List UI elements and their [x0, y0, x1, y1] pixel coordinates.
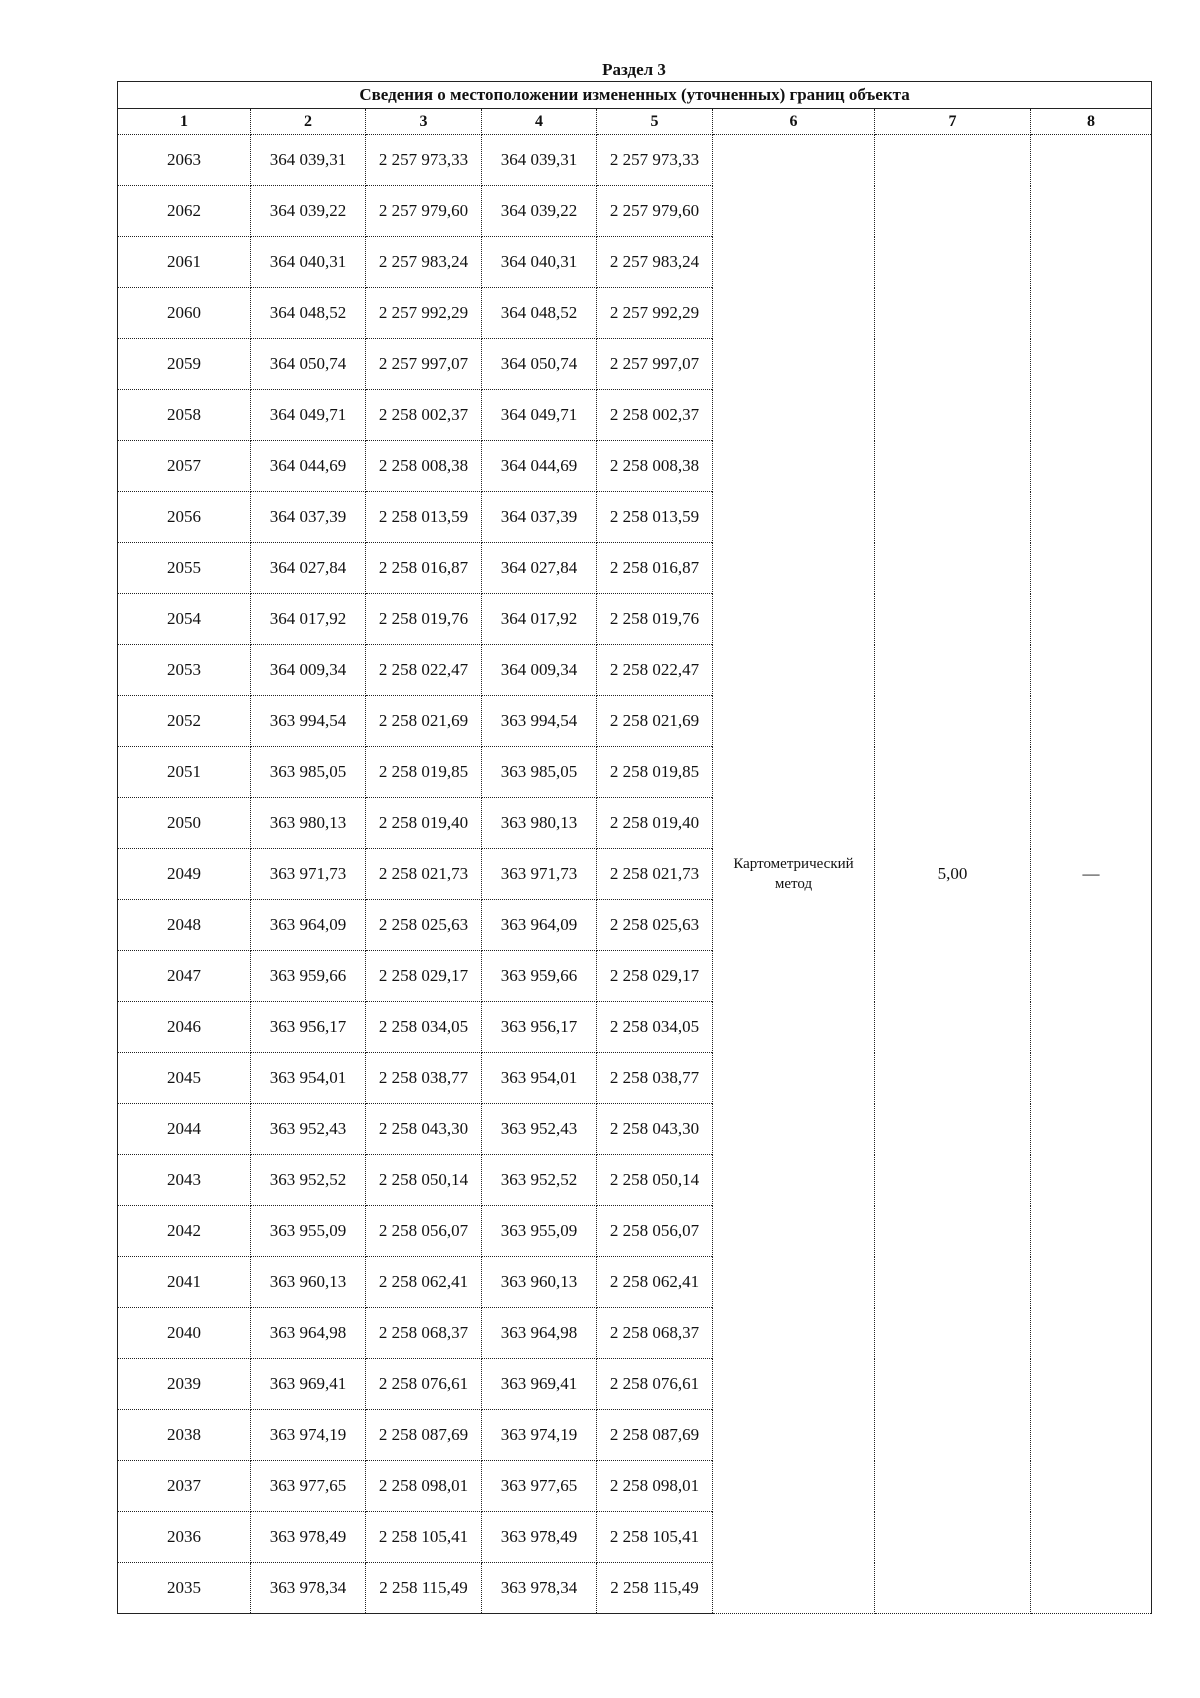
new-y: 2 258 016,87: [597, 543, 713, 594]
point-number: 2044: [118, 1104, 251, 1155]
new-x: 364 017,92: [482, 594, 597, 645]
boundary-coordinates-table: [117, 81, 1152, 1614]
new-y: 2 258 002,37: [597, 390, 713, 441]
new-y: 2 258 068,37: [597, 1308, 713, 1359]
old-x: 363 980,13: [251, 798, 366, 849]
new-y: 2 258 019,76: [597, 594, 713, 645]
old-y: 2 257 983,24: [366, 237, 482, 288]
new-y: 2 258 076,61: [597, 1359, 713, 1410]
column-number: 6: [713, 109, 875, 135]
point-number: 2061: [118, 237, 251, 288]
old-x: 363 971,73: [251, 849, 366, 900]
point-number: 2059: [118, 339, 251, 390]
table-caption: Сведения о местоположении измененных (уточненных) границ объекта: [118, 82, 1152, 109]
point-number: 2041: [118, 1257, 251, 1308]
point-number: 2063: [118, 135, 251, 186]
new-x: 363 977,65: [482, 1461, 597, 1512]
old-y: 2 258 021,69: [366, 696, 482, 747]
new-y: 2 257 973,33: [597, 135, 713, 186]
old-x: 363 954,01: [251, 1053, 366, 1104]
old-x: 364 050,74: [251, 339, 366, 390]
point-number: 2055: [118, 543, 251, 594]
old-x: 363 978,49: [251, 1512, 366, 1563]
old-y: 2 258 008,38: [366, 441, 482, 492]
old-x: 363 994,54: [251, 696, 366, 747]
new-y: 2 258 038,77: [597, 1053, 713, 1104]
point-number: 2051: [118, 747, 251, 798]
old-x: 364 048,52: [251, 288, 366, 339]
new-y: 2 257 983,24: [597, 237, 713, 288]
old-x: 364 037,39: [251, 492, 366, 543]
new-x: 363 994,54: [482, 696, 597, 747]
old-x: 363 956,17: [251, 1002, 366, 1053]
old-y: 2 258 038,77: [366, 1053, 482, 1104]
point-number: 2062: [118, 186, 251, 237]
new-y: 2 258 050,14: [597, 1155, 713, 1206]
new-x: 363 985,05: [482, 747, 597, 798]
new-x: 363 956,17: [482, 1002, 597, 1053]
new-x: 363 978,49: [482, 1512, 597, 1563]
point-number: 2052: [118, 696, 251, 747]
new-x: 363 952,43: [482, 1104, 597, 1155]
old-x: 363 969,41: [251, 1359, 366, 1410]
point-number: 2060: [118, 288, 251, 339]
old-y: 2 258 022,47: [366, 645, 482, 696]
column-number: 8: [1031, 109, 1152, 135]
point-number: 2057: [118, 441, 251, 492]
old-y: 2 258 056,07: [366, 1206, 482, 1257]
new-y: 2 258 021,73: [597, 849, 713, 900]
new-x: 364 039,31: [482, 135, 597, 186]
old-y: 2 258 019,85: [366, 747, 482, 798]
old-x: 363 955,09: [251, 1206, 366, 1257]
column-number: 7: [875, 109, 1031, 135]
point-number: 2045: [118, 1053, 251, 1104]
column-number: 2: [251, 109, 366, 135]
old-x: 364 039,31: [251, 135, 366, 186]
point-number: 2053: [118, 645, 251, 696]
point-number: 2050: [118, 798, 251, 849]
new-x: 363 954,01: [482, 1053, 597, 1104]
new-x: 364 050,74: [482, 339, 597, 390]
point-number: 2037: [118, 1461, 251, 1512]
new-y: 2 258 034,05: [597, 1002, 713, 1053]
old-y: 2 258 050,14: [366, 1155, 482, 1206]
accuracy-cell: 5,00: [875, 135, 1031, 1614]
old-x: 364 049,71: [251, 390, 366, 441]
new-x: 364 027,84: [482, 543, 597, 594]
old-x: 364 009,34: [251, 645, 366, 696]
new-x: 364 048,52: [482, 288, 597, 339]
old-y: 2 258 025,63: [366, 900, 482, 951]
old-y: 2 258 076,61: [366, 1359, 482, 1410]
new-x: 363 959,66: [482, 951, 597, 1002]
old-y: 2 258 002,37: [366, 390, 482, 441]
method-cell: Картометрический метод: [713, 135, 875, 1614]
new-y: 2 258 062,41: [597, 1257, 713, 1308]
new-y: 2 258 105,41: [597, 1512, 713, 1563]
new-x: 363 960,13: [482, 1257, 597, 1308]
point-number: 2036: [118, 1512, 251, 1563]
new-x: 363 971,73: [482, 849, 597, 900]
old-x: 364 044,69: [251, 441, 366, 492]
point-number: 2046: [118, 1002, 251, 1053]
old-y: 2 258 062,41: [366, 1257, 482, 1308]
new-y: 2 258 022,47: [597, 645, 713, 696]
point-number: 2047: [118, 951, 251, 1002]
new-x: 364 049,71: [482, 390, 597, 441]
new-x: 364 039,22: [482, 186, 597, 237]
old-y: 2 258 034,05: [366, 1002, 482, 1053]
new-y: 2 257 992,29: [597, 288, 713, 339]
old-x: 363 977,65: [251, 1461, 366, 1512]
point-number: 2038: [118, 1410, 251, 1461]
old-y: 2 257 979,60: [366, 186, 482, 237]
old-x: 363 985,05: [251, 747, 366, 798]
old-y: 2 258 098,01: [366, 1461, 482, 1512]
point-number: 2039: [118, 1359, 251, 1410]
point-number: 2048: [118, 900, 251, 951]
old-x: 363 964,98: [251, 1308, 366, 1359]
new-x: 363 969,41: [482, 1359, 597, 1410]
new-x: 364 037,39: [482, 492, 597, 543]
section-title: Раздел 3: [602, 60, 666, 79]
new-y: 2 258 025,63: [597, 900, 713, 951]
point-number: 2040: [118, 1308, 251, 1359]
column-number: 5: [597, 109, 713, 135]
old-y: 2 258 068,37: [366, 1308, 482, 1359]
new-y: 2 258 056,07: [597, 1206, 713, 1257]
new-y: 2 257 979,60: [597, 186, 713, 237]
point-number: 2058: [118, 390, 251, 441]
new-x: 363 980,13: [482, 798, 597, 849]
new-y: 2 258 008,38: [597, 441, 713, 492]
point-number: 2035: [118, 1563, 251, 1614]
new-x: 363 952,52: [482, 1155, 597, 1206]
old-y: 2 258 013,59: [366, 492, 482, 543]
old-y: 2 258 087,69: [366, 1410, 482, 1461]
new-y: 2 258 115,49: [597, 1563, 713, 1614]
old-y: 2 258 043,30: [366, 1104, 482, 1155]
point-number: 2056: [118, 492, 251, 543]
new-x: 363 974,19: [482, 1410, 597, 1461]
table-row: [118, 135, 1152, 186]
old-x: 364 039,22: [251, 186, 366, 237]
column-number: 1: [118, 109, 251, 135]
new-x: 364 044,69: [482, 441, 597, 492]
new-y: 2 258 098,01: [597, 1461, 713, 1512]
old-y: 2 257 997,07: [366, 339, 482, 390]
column-number-row: [118, 109, 1152, 135]
column-number: 4: [482, 109, 597, 135]
old-x: 364 027,84: [251, 543, 366, 594]
new-y: 2 258 043,30: [597, 1104, 713, 1155]
new-x: 363 955,09: [482, 1206, 597, 1257]
new-x: 363 978,34: [482, 1563, 597, 1614]
old-x: 363 974,19: [251, 1410, 366, 1461]
old-y: 2 258 019,76: [366, 594, 482, 645]
old-y: 2 258 115,49: [366, 1563, 482, 1614]
point-number: 2043: [118, 1155, 251, 1206]
new-x: 363 964,09: [482, 900, 597, 951]
new-y: 2 258 087,69: [597, 1410, 713, 1461]
old-y: 2 257 973,33: [366, 135, 482, 186]
old-x: 363 959,66: [251, 951, 366, 1002]
new-x: 364 040,31: [482, 237, 597, 288]
old-y: 2 258 019,40: [366, 798, 482, 849]
old-y: 2 258 016,87: [366, 543, 482, 594]
old-x: 363 978,34: [251, 1563, 366, 1614]
new-x: 364 009,34: [482, 645, 597, 696]
old-y: 2 258 105,41: [366, 1512, 482, 1563]
old-x: 363 960,13: [251, 1257, 366, 1308]
old-y: 2 258 029,17: [366, 951, 482, 1002]
new-y: 2 257 997,07: [597, 339, 713, 390]
old-x: 364 017,92: [251, 594, 366, 645]
old-x: 363 964,09: [251, 900, 366, 951]
point-number: 2054: [118, 594, 251, 645]
old-y: 2 257 992,29: [366, 288, 482, 339]
column-number: 3: [366, 109, 482, 135]
point-number: 2049: [118, 849, 251, 900]
new-y: 2 258 029,17: [597, 951, 713, 1002]
new-y: 2 258 013,59: [597, 492, 713, 543]
description-cell: —: [1031, 135, 1152, 1614]
old-x: 363 952,52: [251, 1155, 366, 1206]
new-y: 2 258 019,40: [597, 798, 713, 849]
old-x: 363 952,43: [251, 1104, 366, 1155]
old-y: 2 258 021,73: [366, 849, 482, 900]
new-y: 2 258 021,69: [597, 696, 713, 747]
new-y: 2 258 019,85: [597, 747, 713, 798]
old-x: 364 040,31: [251, 237, 366, 288]
new-x: 363 964,98: [482, 1308, 597, 1359]
point-number: 2042: [118, 1206, 251, 1257]
